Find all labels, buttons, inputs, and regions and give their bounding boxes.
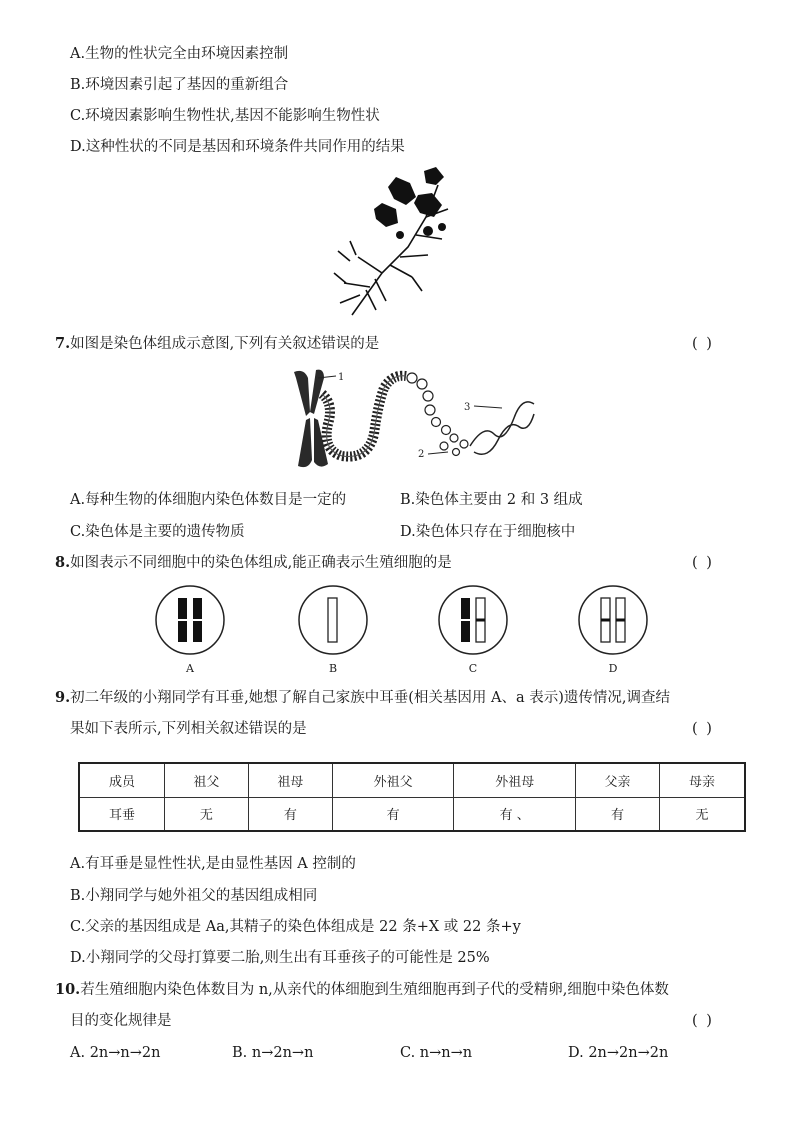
- q7-option-c: C.染色体是主要的遗传物质: [70, 524, 245, 540]
- q9-answer-paren: ( ): [692, 721, 714, 737]
- q9-number: 9.: [55, 689, 71, 706]
- table-cell: 耳垂: [79, 797, 164, 831]
- table-header-row: [79, 763, 745, 797]
- table-row: [79, 797, 745, 831]
- q9-option-c: C.父亲的基因组成是 Aa,其精子的染色体组成是 22 条+X 或 22 条+y: [70, 919, 521, 935]
- q10-stem-line1: [55, 980, 669, 1000]
- plant-illustration: [330, 165, 470, 320]
- table-cell: 有: [248, 797, 332, 831]
- table-header-cell: 外祖父: [332, 763, 454, 797]
- cell-a: [156, 586, 224, 654]
- q7-option-d: D.染色体只存在于细胞核中: [400, 524, 576, 540]
- earlobe-table: [78, 762, 746, 832]
- q8-answer-paren: ( ): [692, 555, 714, 571]
- table-cell: 有: [332, 797, 454, 831]
- cell-diagrams: [150, 582, 650, 678]
- q9-option-d: D.小翔同学的父母打算要二胎,则生出有耳垂孩子的可能性是 25%: [70, 950, 490, 966]
- cell-b: [299, 586, 367, 654]
- q8-stem-text: 如图表示不同细胞中的染色体组成,能正确表示生殖细胞的是: [70, 555, 452, 571]
- label-3: 3: [464, 402, 471, 413]
- q7-number: 7.: [55, 335, 71, 352]
- cell-d: [579, 586, 647, 654]
- q10-answer-paren: ( ): [692, 1013, 714, 1029]
- q10-stem-line2: 目的变化规律是: [70, 1013, 172, 1029]
- q10-option-a: A. 2n→n→2n: [70, 1045, 161, 1061]
- cell-label-a: A: [186, 662, 194, 675]
- q10-stem-text-1: 若生殖细胞内染色体数目为 n,从亲代的体细胞到生殖细胞再到子代的受精卵,细胞中染色体数: [80, 982, 669, 998]
- q8-number: 8.: [55, 554, 71, 571]
- q6-option-a: A.生物的性状完全由环境因素控制: [70, 46, 289, 62]
- q7-stem-text: 如图是染色体组成示意图,下列有关叙述错误的是: [70, 336, 380, 352]
- q10-option-b: B. n→2n→n: [232, 1045, 314, 1061]
- q9-option-b: B.小翔同学与她外祖父的基因组成相同: [70, 888, 318, 904]
- cell-label-c: C: [468, 662, 478, 675]
- q7-stem: [55, 334, 379, 354]
- table-header-cell: 祖父: [164, 763, 248, 797]
- table-header-cell: 母亲: [660, 763, 745, 797]
- table-cell: 有: [576, 797, 660, 831]
- label-2: 2: [418, 449, 425, 460]
- table-header-cell: 成员: [79, 763, 164, 797]
- q6-option-d: D.这种性状的不同是基因和环境条件共同作用的结果: [70, 139, 405, 155]
- chromosome-diagram: [288, 364, 538, 474]
- label-1: 1: [338, 372, 345, 383]
- q6-option-c: C.环境因素影响生物性状,基因不能影响生物性状: [70, 108, 380, 124]
- q9-option-a: A.有耳垂是显性性状,是由显性基因 A 控制的: [70, 856, 356, 872]
- cell-label-d: D: [608, 662, 618, 675]
- q10-number: 10.: [55, 981, 81, 998]
- cell-label-b: B: [328, 662, 338, 675]
- q7-option-b: B.染色体主要由 2 和 3 组成: [400, 492, 583, 508]
- q8-stem: [55, 553, 452, 573]
- q7-option-a: A.每种生物的体细胞内染色体数目是一定的: [70, 492, 347, 508]
- q9-stem-line1: [55, 688, 670, 708]
- table-cell: 无: [164, 797, 248, 831]
- q9-stem-line2: 果如下表所示,下列相关叙述错误的是: [70, 721, 307, 737]
- table-header-cell: 祖母: [248, 763, 332, 797]
- q7-answer-paren: ( ): [692, 336, 714, 352]
- q9-stem-text-1: 初二年级的小翔同学有耳垂,她想了解自己家族中耳垂(相关基因用 A、a 表示)遗传情况,调查结: [70, 690, 671, 706]
- q10-option-d: D. 2n→2n→2n: [568, 1045, 669, 1061]
- table-header-cell: 父亲: [576, 763, 660, 797]
- table-cell: 有 、: [454, 797, 576, 831]
- cell-c: [439, 586, 507, 654]
- q6-option-b: B.环境因素引起了基因的重新组合: [70, 77, 289, 93]
- table-header-cell: 外祖母: [454, 763, 576, 797]
- table-cell: 无: [660, 797, 745, 831]
- q10-option-c: C. n→n→n: [400, 1045, 473, 1061]
